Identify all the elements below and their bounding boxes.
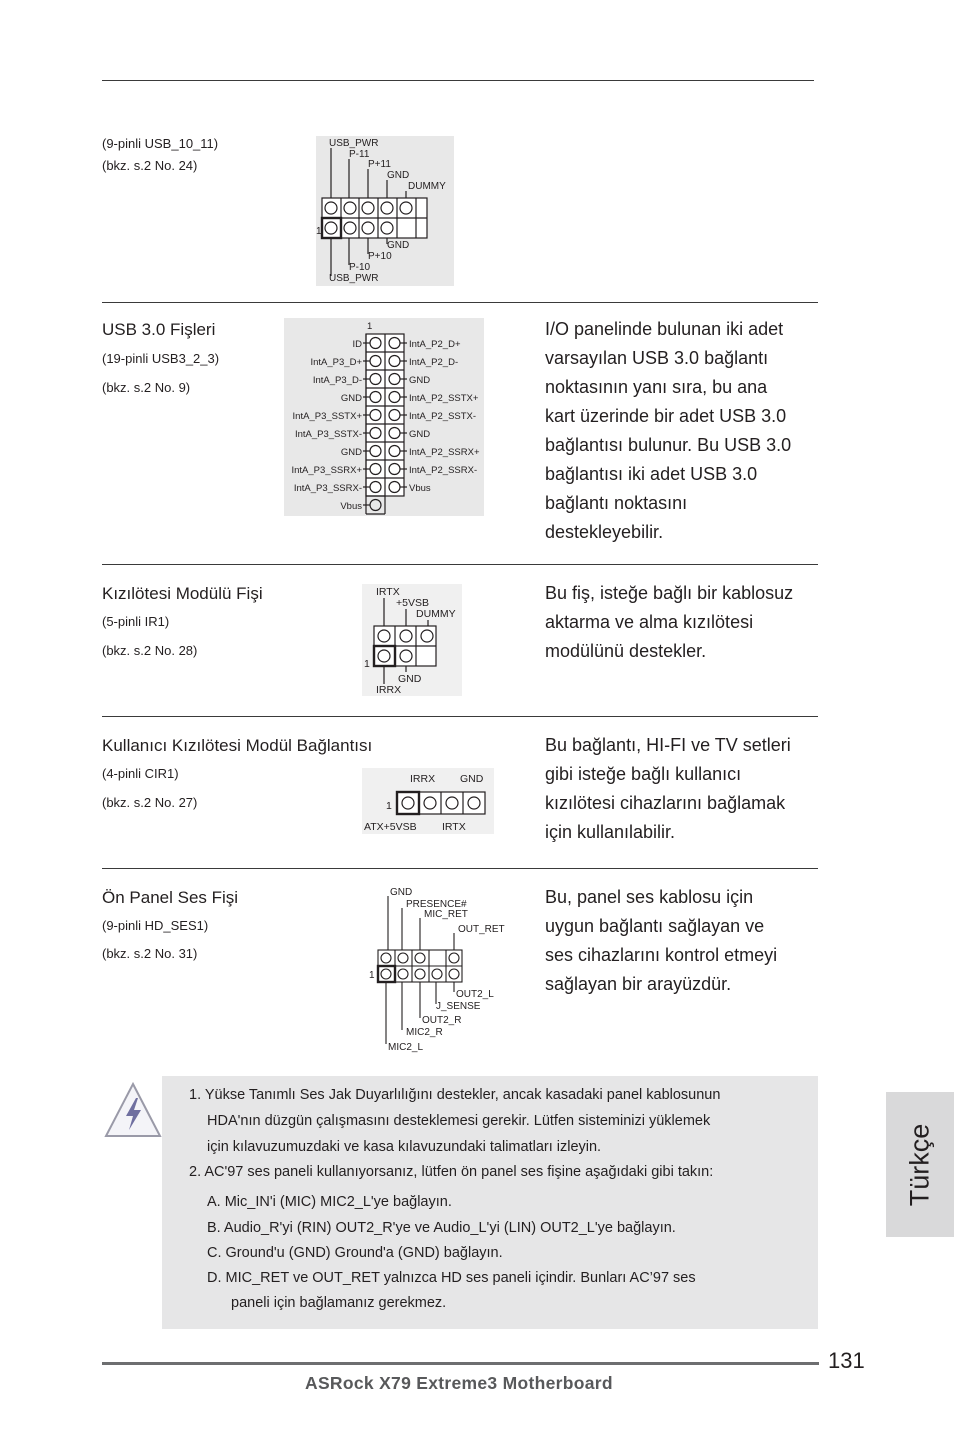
usb3-description-line: destekleyebilir. bbox=[545, 522, 664, 542]
usb3-left-label: IntA_P3_D+ bbox=[310, 357, 362, 368]
ir-title: Kızılötesi Modülü Fişi bbox=[102, 584, 263, 603]
usb3-right-label: IntA_P2_D- bbox=[409, 357, 459, 368]
section-divider bbox=[102, 716, 818, 717]
cir-bottom-label: ATX+5VSB bbox=[364, 821, 417, 833]
ir-ref-line: (bkz. s.2 No. 28) bbox=[102, 643, 198, 658]
audio-bottom-label: MIC2_R bbox=[406, 1027, 443, 1038]
page-number: 131 bbox=[828, 1348, 865, 1373]
ir-pins-line: (5-pinli IR1) bbox=[102, 614, 170, 629]
usb3-description-line: bağlantı noktasını bbox=[545, 493, 688, 513]
usb3-left-label: IntA_P3_SSTX- bbox=[294, 429, 362, 440]
usb3-description-line: varsayılan USB 3.0 bağlantı bbox=[545, 348, 769, 368]
cir-pin1: 1 bbox=[386, 800, 392, 812]
footer-rule bbox=[102, 1362, 819, 1365]
usb3-left-label: IntA_P3_SSRX- bbox=[293, 483, 362, 494]
audio-description-line: sağlayan bir arayüzdür. bbox=[545, 974, 732, 994]
cir-bottom-label: IRTX bbox=[442, 821, 466, 833]
ir-bottom-label: GND bbox=[398, 673, 422, 685]
cir-ref-line: (bkz. s.2 No. 27) bbox=[102, 795, 198, 810]
ir-header-diagram bbox=[362, 584, 462, 696]
usb3-left-label: IntA_P3_SSTX+ bbox=[292, 411, 362, 422]
usb3-description-line: noktasının yanı sıra, bu ana bbox=[545, 377, 768, 397]
note-line: A. Mic_IN'i (MIC) MIC2_L'ye bağlayın. bbox=[207, 1194, 452, 1210]
audio-pins-line: (9-pinli HD_SES1) bbox=[102, 918, 209, 933]
ir-description-line: aktarma ve alma kızılötesi bbox=[545, 612, 754, 632]
audio-description-line: ses cihazlarını kontrol etmeyi bbox=[545, 945, 778, 965]
ir-description bbox=[545, 579, 820, 666]
usb3-title: USB 3.0 Fişleri bbox=[102, 320, 216, 339]
usb3-left-label: GND bbox=[340, 393, 362, 404]
usb3-header-diagram bbox=[284, 318, 484, 516]
note-line: için kılavuzumuzdaki ve kasa kılavuzundaki talimatları izleyin. bbox=[207, 1139, 602, 1155]
audio-bottom-label: J_SENSE bbox=[436, 1001, 481, 1012]
note-line: 1. Yükse Tanımlı Ses Jak Duyarlılığını destekler, ancak kasadaki panel kablosunun bbox=[189, 1087, 721, 1103]
cir-header-diagram bbox=[362, 768, 494, 834]
usb2-top-label: DUMMY bbox=[408, 181, 446, 192]
cir-description bbox=[545, 731, 820, 847]
usb3-description-line: bağlantısı bulunur. Bu USB 3.0 bbox=[545, 435, 792, 455]
usb3-description-line: bağlantısı iki adet USB 3.0 bbox=[545, 464, 758, 484]
cir-description-line: gibi isteğe bağlı kullanıcı bbox=[545, 764, 742, 784]
usb2-bottom-label: GND bbox=[387, 240, 410, 251]
cir-pins-line: (4-pinli CIR1) bbox=[102, 766, 179, 781]
usb3-description-line: kart üzerinde bir adet USB 3.0 bbox=[545, 406, 787, 426]
usb3-right-label: IntA_P2_D+ bbox=[409, 339, 461, 350]
usb3-left-label: GND bbox=[340, 447, 362, 458]
section-divider bbox=[102, 302, 818, 303]
usb3-pins-line: (19-pinli USB3_2_3) bbox=[102, 351, 220, 366]
section-divider bbox=[102, 868, 818, 869]
usb2-pin1: 1 bbox=[316, 226, 322, 237]
audio-bottom-label: MIC2_L bbox=[388, 1042, 424, 1053]
audio-top-label: GND bbox=[390, 887, 413, 898]
usb2-bottom-label: P-10 bbox=[349, 262, 371, 273]
audio-top-label: OUT_RET bbox=[458, 924, 505, 935]
usb3-right-label: GND bbox=[409, 375, 431, 386]
cir-top-label: IRRX bbox=[410, 773, 436, 785]
note-line: 2. AC'97 ses paneli kullanıyorsanız, lütfen ön panel ses fişine aşağıdaki gibi takın: bbox=[189, 1164, 714, 1180]
audio-top-label: PRESENCE# bbox=[406, 899, 467, 910]
note-line: paneli için bağlamanız gerekmez. bbox=[231, 1295, 447, 1311]
cir-description-line: için kullanılabilir. bbox=[545, 822, 676, 842]
usb3-left-label: IntA_P3_D- bbox=[312, 375, 362, 386]
audio-title: Ön Panel Ses Fişi bbox=[102, 888, 239, 907]
ir-top-label: IRTX bbox=[376, 586, 400, 598]
usb3-right-label: IntA_P2_SSTX- bbox=[409, 411, 477, 422]
ir-description-line: modülünü destekler. bbox=[545, 641, 707, 661]
warning-icon bbox=[102, 1080, 164, 1142]
cir-description-line: Bu bağlantı, HI-FI ve TV setleri bbox=[545, 735, 791, 755]
audio-description-line: Bu, panel ses kablosu için bbox=[545, 887, 754, 907]
note-box bbox=[162, 1076, 818, 1329]
top-rule bbox=[102, 80, 814, 81]
usb3-description-line: I/O panelinde bulunan iki adet bbox=[545, 319, 784, 339]
usb3-left-label: Vbus bbox=[340, 501, 362, 512]
usb2-bottom-label: USB_PWR bbox=[329, 273, 379, 284]
footer-product: ASRock X79 Extreme3 Motherboard bbox=[305, 1373, 613, 1393]
cir-description-line: kızılötesi cihazlarını bağlamak bbox=[545, 793, 786, 813]
audio-pin1: 1 bbox=[369, 970, 375, 981]
usb3-ref-line: (bkz. s.2 No. 9) bbox=[102, 380, 191, 395]
usb2-top-label: P-11 bbox=[349, 149, 370, 160]
audio-bottom-label: OUT2_R bbox=[422, 1015, 462, 1026]
note-line: D. MIC_RET ve OUT_RET yalnızca HD ses paneli içindir. Bunları AC’97 ses bbox=[207, 1270, 696, 1286]
audio-ref-line: (bkz. s.2 No. 31) bbox=[102, 946, 198, 961]
usb3-right-label: Vbus bbox=[409, 483, 431, 494]
ir-top-label: DUMMY bbox=[416, 608, 456, 620]
usb3-right-label: IntA_P2_SSRX- bbox=[409, 465, 478, 476]
usb2-top-label: USB_PWR bbox=[329, 138, 379, 149]
usb2-bottom-label: P+10 bbox=[368, 251, 392, 262]
usb3-right-label: GND bbox=[409, 429, 431, 440]
note-line: HDA'nın düzgün çalışmasını desteklemesi gerekir. Lütfen sisteminizi yüklemek bbox=[207, 1113, 711, 1129]
section-divider bbox=[102, 564, 818, 565]
usb3-description bbox=[545, 315, 820, 547]
usb2-pins-line: (9-pinli USB_10_11) bbox=[102, 136, 219, 151]
audio-bottom-label: OUT2_L bbox=[456, 989, 494, 1000]
language-tab-label: Türkçe bbox=[904, 1123, 935, 1206]
cir-title: Kullanıcı Kızılötesi Modül Bağlantısı bbox=[102, 736, 373, 755]
usb2-top-label: GND bbox=[387, 170, 410, 181]
usb2-top-label: P+11 bbox=[368, 159, 391, 170]
usb3-left-label: ID bbox=[352, 339, 362, 350]
usb3-right-label: IntA_P2_SSRX+ bbox=[409, 447, 480, 458]
usb2-header-diagram bbox=[316, 136, 454, 286]
audio-header-diagram bbox=[366, 884, 506, 1054]
audio-description bbox=[545, 883, 820, 999]
usb2-ref-line: (bkz. s.2 No. 24) bbox=[102, 158, 198, 173]
ir-pin1: 1 bbox=[364, 658, 370, 670]
usb3-left-label: IntA_P3_SSRX+ bbox=[291, 465, 362, 476]
audio-description-line: uygun bağlantı sağlayan ve bbox=[545, 916, 765, 936]
ir-bottom-label: IRRX bbox=[376, 684, 402, 696]
audio-top-label: MIC_RET bbox=[424, 909, 468, 920]
note-line: C. Ground'u (GND) Ground'a (GND) bağlayın. bbox=[207, 1245, 503, 1261]
language-tab bbox=[886, 1092, 954, 1237]
usb3-right-label: IntA_P2_SSTX+ bbox=[409, 393, 479, 404]
ir-description-line: Bu fiş, isteğe bağlı bir kablosuz bbox=[545, 583, 794, 603]
usb3-pin1: 1 bbox=[367, 321, 373, 332]
ir-top-label: +5VSB bbox=[396, 597, 429, 609]
cir-top-label: GND bbox=[460, 773, 484, 785]
note-line: B. Audio_R'yi (RIN) OUT2_R'ye ve Audio_L'yi (LIN) OUT2_L'ye bağlayın. bbox=[207, 1220, 676, 1236]
